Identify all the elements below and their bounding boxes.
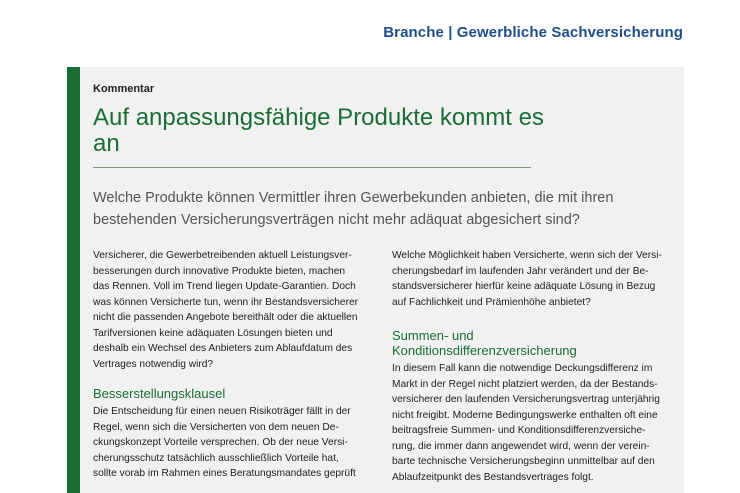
left-subheading: Besserstellungsklausel (93, 386, 226, 401)
right-subheading: Summen- und Konditionsdifferenzversicherung (392, 328, 577, 358)
right-body-paragraph: In diesem Fall kann die notwendige Deckungsdifferenz im Markt in der Regel nicht platziert werden, da der Bestandsversicherer den laufenden Versicherungsvertrag unterjährig nicht freigibt. Moderne Bedingungswerke enthalten oft eine beitragsfreie Summen- und Konditionsdifferenzversicherung, die immer dann angewendet wird, wenn der vereinbarte technische Versicherungsbeginn unmittelbar auf den Ablaufzeitpunkt des Bestandsvertrages folgt. (392, 363, 660, 483)
accent-bar (67, 67, 80, 493)
column-right (392, 248, 662, 485)
right-intro-paragraph: Welche Möglichkeit haben Versicherte, wenn sich der Versicherungsbedarf im laufenden Jahr verändert und der Bestandsversicherer hierfür keine adäquate Lösung in Bezug auf Fachlichkeit und Prämienhöhe anbietet? (392, 250, 662, 308)
left-body-paragraph: Die Entscheidung für einen neuen Risikoträger fällt in der Regel, wenn sich die Versicherten von dem neuen Deckungskonzept Vorteile versprechen. Ob der neue Versicherungsschutz tatsächlich ausschließlich Vorteile hat, sollte vorab im Rahmen eines Beratungsmandates geprüft (93, 406, 356, 479)
article-kicker: Kommentar (93, 83, 155, 95)
article-lead: Welche Produkte können Vermittler ihren Gewerbekunden anbieten, die mit ihren bestehenden Versicherungsverträgen nicht mehr adäquat abgesichert sind? (93, 190, 614, 228)
left-intro-paragraph: Versicherer, die Gewerbetreibenden aktuell Leistungsverbesserungen durch innovative Produkte bieten, machen das Rennen. Voll im Trend liegen Update-Garantien. Doch was können Versicherte tun, wenn ihr Bestandsversicherer nicht die passenden Angebote bereithält oder die aktuellen Tarifversionen keine adäquaten Lösungen bieten und deshalb ein Wechsel des Anbieters zum Ablaufdatum des Vertrages notwendig wird? (93, 250, 359, 370)
section-header: Branche | Gewerbliche Sachversicherung (383, 24, 683, 41)
article-title: Auf anpassungsfähige Produkte kommt es an (93, 104, 544, 157)
column-left (93, 248, 363, 482)
title-divider (93, 167, 531, 168)
